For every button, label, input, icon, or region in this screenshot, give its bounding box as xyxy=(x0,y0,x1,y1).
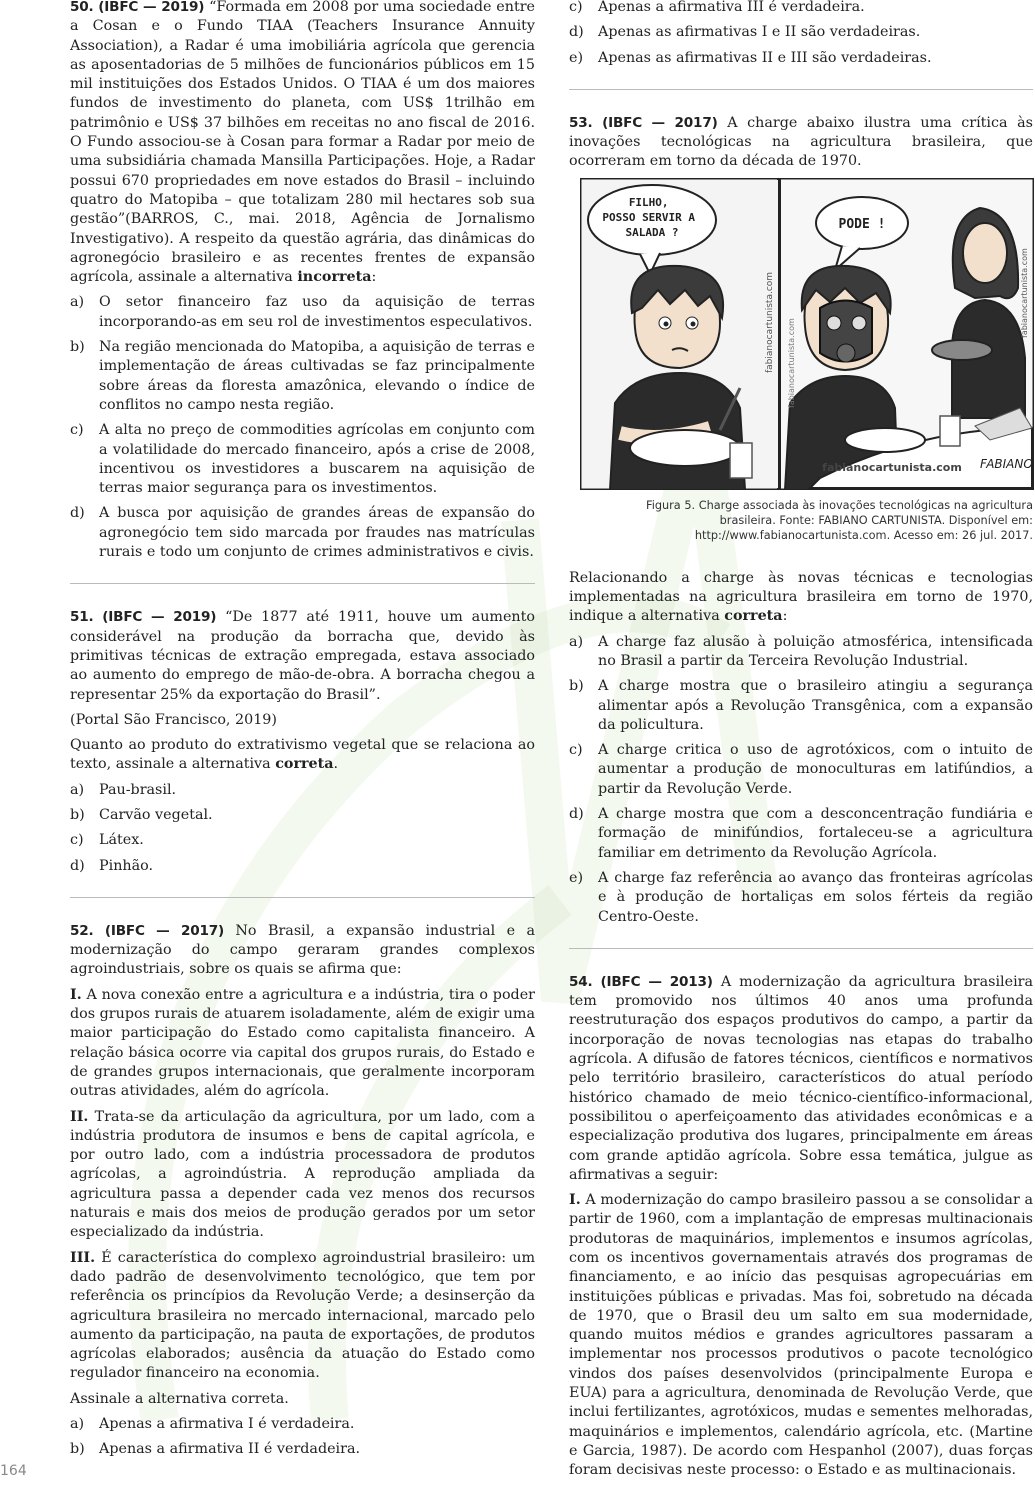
question-51-number: 51. (IBFC — 2019) xyxy=(70,609,217,626)
question-52-statement-2: II. Trata-se da articulação da agricultura, por um lado, com a indústria produtora de insumos e bens de capital agrícola, e por outro lado, com a indústria processadora de produtos agrícolas, a agroindústria. A reprodução ampliada da agricultura passa a depender cada vez menos dos recursos naturais e mais dos meios de produção gerados por um setor especializado da indústria. xyxy=(70,1108,535,1241)
question-51-source: (Portal São Francisco, 2019) xyxy=(70,711,277,728)
cartoon-right-panel xyxy=(781,180,1033,490)
question-53-option-c: c) A charge critica o uso de agrotóxicos, com o intuito de aumentar a produção de monoculturas em latifúndios, a partir da Revolução Verde. xyxy=(569,742,1033,797)
question-51-option-c: c) Látex. xyxy=(70,832,144,849)
question-52-option-c: c) Apenas a afirmativa III é verdadeira. xyxy=(569,0,865,15)
glass-left xyxy=(730,443,752,478)
question-53-option-a: a) A charge faz alusão à poluição atmosférica, intensificada no Brasil a partir da Terceira Revolução Industrial. xyxy=(569,633,1033,669)
question-50-option-b: b) Na região mencionada do Matopiba, a aquisição de terras e implementação de áreas cultivadas se faz principalmente sobre áreas da floresta amazônica, elevando o índice de conflitos no campo nesta região. xyxy=(70,339,535,413)
question-51-prompt: Quanto ao produto do extrativismo vegetal que se relaciona ao texto, assinale a alternativa correta. xyxy=(70,737,535,773)
question-52-option-e: e) Apenas as afirmativas II e III são verdadeiras. xyxy=(569,49,932,66)
question-52-text: 52. (IBFC — 2017) No Brasil, a expansão industrial e a modernização do campo geraram grandes complexos agroindustriais, sobre os quais se afirma que: xyxy=(70,922,535,978)
question-52-prompt: Assinale a alternativa correta. xyxy=(70,1390,289,1407)
question-53-number: 53. (IBFC — 2017) xyxy=(569,114,718,131)
question-54-statement-1: I. A modernização do campo brasileiro passou a se consolidar a partir de 1960, com a implantação de empresas multinacionais produtoras de maquinários, implementos e insumos agrícolas, com os incentivos governamentais através dos programas de financiamento, e ao início das pesquisas agropecuárias em instituições públicas e privadas. Mas foi, sobretudo na década de 1970, que o Brasil deu um salto em sua modernidade, quando muitos médios e grandes agricultores passaram a implementar nos processos produtivos o pacote tecnológico vindos dos países desenvolvidos (principalmente Europa e EUA) para a agricultura, denominada de Revolução Verde, que inclui fertilizantes, agrotóxicos, mudas e sementes melhoradas, maquinários e implementos, calendário agrícola, etc. (Martine e Garcia, 1987). De acordo com Hespanhol (2007), duas forças foram decisivas neste processo: o Estado e as multinacionais. xyxy=(569,1192,1033,1479)
question-52-option-d: d) Apenas as afirmativas I e II são verdadeiras. xyxy=(569,24,921,41)
cartoon-figure xyxy=(580,178,1034,490)
bottom-credit: fabianocartunista.com xyxy=(822,460,962,474)
question-divider xyxy=(569,948,1033,949)
glass-right xyxy=(940,416,960,446)
left-column xyxy=(70,0,535,1466)
question-52-statement-1: I. A nova conexão entre a agricultura e a indústria, tira o poder dos grupos rurais de atuarem isoladamente, além de exigir uma maior participação do Estado como capitalista financeiro. A relação básica ocorre via capital dos grupos rurais, do Estado e de grandes grupos internacionais, que geralmente incorporam outras atividades, além do agrícola. xyxy=(70,986,535,1100)
question-53-option-b: b) A charge mostra que o brasileiro atingiu a segurança alimentar após a Revolução Transgênica, com a expansão da policultura. xyxy=(569,678,1033,733)
question-53-text: 53. (IBFC — 2017) A charge abaixo ilustra uma crítica às inovações tecnológicas na agricultura brasileira, que ocorreram em torno da década de 1970. xyxy=(569,114,1033,170)
side-credit-3: fabianocartunista.com xyxy=(787,317,796,408)
question-51-option-b: b) Carvão vegetal. xyxy=(70,806,213,823)
question-divider xyxy=(569,89,1033,90)
plate-right xyxy=(845,428,925,452)
page-number: 164 xyxy=(0,1463,27,1479)
question-50-option-c: c) A alta no preço de commodities agrícolas em conjunto com a volatilidade do mercado financeiro, após a crise de 2008, incentivou os investidores a buscarem na aquisição de terras maior segurança para os investimentos. xyxy=(70,422,535,497)
question-52-option-a: a) Apenas a afirmativa I é verdadeira. xyxy=(70,1416,355,1432)
question-50-option-a: a) O setor financeiro faz uso da aquisição de terras incorporando-as em seu rol de investimentos especulativos. xyxy=(70,294,535,330)
side-credit-1: fabianocartunista.com xyxy=(765,271,775,373)
bubble-left-line-1: FILHO, xyxy=(628,195,669,209)
side-credit-2: fabianocartunista.com xyxy=(1020,247,1029,338)
question-51-text: 51. (IBFC — 2019) “De 1877 até 1911, houve um aumento considerável na produção da borracha que, devido às primitivas técnicas de extração empregada, estava associado ao aumento do emprego de mão-de-obra. A borracha chegou a representar 25% da exportação do Brasil”. xyxy=(70,609,535,703)
bubble-left-line-2: POSSO SERVIR A xyxy=(602,210,696,224)
question-52-statement-3: III. É característica do complexo agroindustrial brasileiro: um dado padrão de desenvolvimento tecnológico, que tem por referência os princípios da Revolução Verde; a desinserção da agricultura brasileira no mercado internacional, marcado pelo aumento da participação, na pauta de exportações, de produtos agrícolas elaborados; ausência da atuação do Estado como regulador financeiro na economia. xyxy=(70,1249,535,1382)
bubble-left-line-3: SALADA ? xyxy=(625,225,679,239)
question-52-number: 52. (IBFC — 2017) xyxy=(70,922,225,939)
plate-left xyxy=(630,430,740,466)
question-divider xyxy=(70,583,535,584)
question-51-option-a: a) Pau-brasil. xyxy=(70,781,177,798)
question-divider xyxy=(70,897,535,898)
question-53-option-e: e) A charge faz referência ao avanço das fronteiras agrícolas e à produção de hortaliças em solos férteis da região Centro-Oeste. xyxy=(569,869,1033,925)
question-51-option-d: d) Pinhão. xyxy=(70,857,154,874)
salad-bowl xyxy=(932,340,992,360)
figure-caption: Figura 5. Charge associada às inovações tecnológicas na agricultura brasileira. Fonte: FABIANO CARTUNISTA. Disponível em: http://www.fabianocartunista.com. Acesso em: 26 jul. 2017. xyxy=(646,498,1033,542)
artist-signature: FABIANO xyxy=(980,456,1033,471)
question-54-text: 54. (IBFC — 2013) A modernização da agricultura brasileira tem promovido nos últimos 40 anos uma profunda reestruturação dos espaços produtivos do campo, a partir da incorporação de novas tecnologias nas etapas do trabalho agrícola. A difusão de fatores técnicos, científicos e normativos pelo território brasileiro, característicos do atual período histórico chamado de meio técnico-científico-informacional, possibilitou o aperfeiçoamento das atividades econômicas e a especialização produtiva dos lugares, principalmente em áreas com grande aptidão agrícola. Sobre essa temática, julgue as afirmativas a seguir: xyxy=(569,973,1034,1183)
right-column xyxy=(569,0,1033,1487)
question-53-option-d: d) A charge mostra que com a desconcentração fundiária e formação de minifúndios, fortaleceu-se a agricultura familiar em detrimento da Revolução Agrícola. xyxy=(569,806,1033,861)
question-54-number: 54. (IBFC — 2013) xyxy=(569,973,713,990)
question-53-prompt: Relacionando a charge às novas técnicas e tecnologias implementadas na agricultura brasileira em torno de 1970, indique a alternativa correta: xyxy=(569,569,1033,625)
question-50-option-d: d) A busca por aquisição de grandes áreas de expansão do agronegócio tem sido marcada por fraudes nas matrículas rurais e todo um conjunto de crimes administrativos e civis. xyxy=(70,505,535,561)
question-50-number: 50. (IBFC — 2019) xyxy=(70,0,205,15)
cartoon-left-panel xyxy=(582,180,778,490)
question-52-option-b: b) Apenas a afirmativa II é verdadeira. xyxy=(70,1441,361,1458)
bubble-right-text: PODE ! xyxy=(838,216,886,232)
question-50-text: 50. (IBFC — 2019) “Formada em 2008 por uma sociedade entre a Cosan e o Fundo TIAA (Teachers Insurance Annuity Association), a Radar é uma imobiliária agrícola que gerencia as aposentadorias de 5 milhões de funcionários públicos em 15 mil instituições dos Estados Unidos. O TIAA é um dos maiores fundos de investimento do planeta, com US$ 1trilhão em patrimônio e US$ 37 bilhões em receitas no ano fiscal de 2016. O Fundo associou-se à Cosan para formar a Radar por meio de uma subsidiária chamada Mansilla Participações. Hoje, a Radar possui 670 propriedades em nove estados do Brasil – incluindo quatro do Matopiba – que totalizam 280 mil hectares sob sua gestão”(BARROS, C., mai. 2018, Agência de Jornalismo Investigativo). A respeito da questão agrária, das dinâmicas do agronegócio brasileiro e as recentes frentes de expansão agrícola, assinale a alternativa incorreta: xyxy=(70,0,535,286)
